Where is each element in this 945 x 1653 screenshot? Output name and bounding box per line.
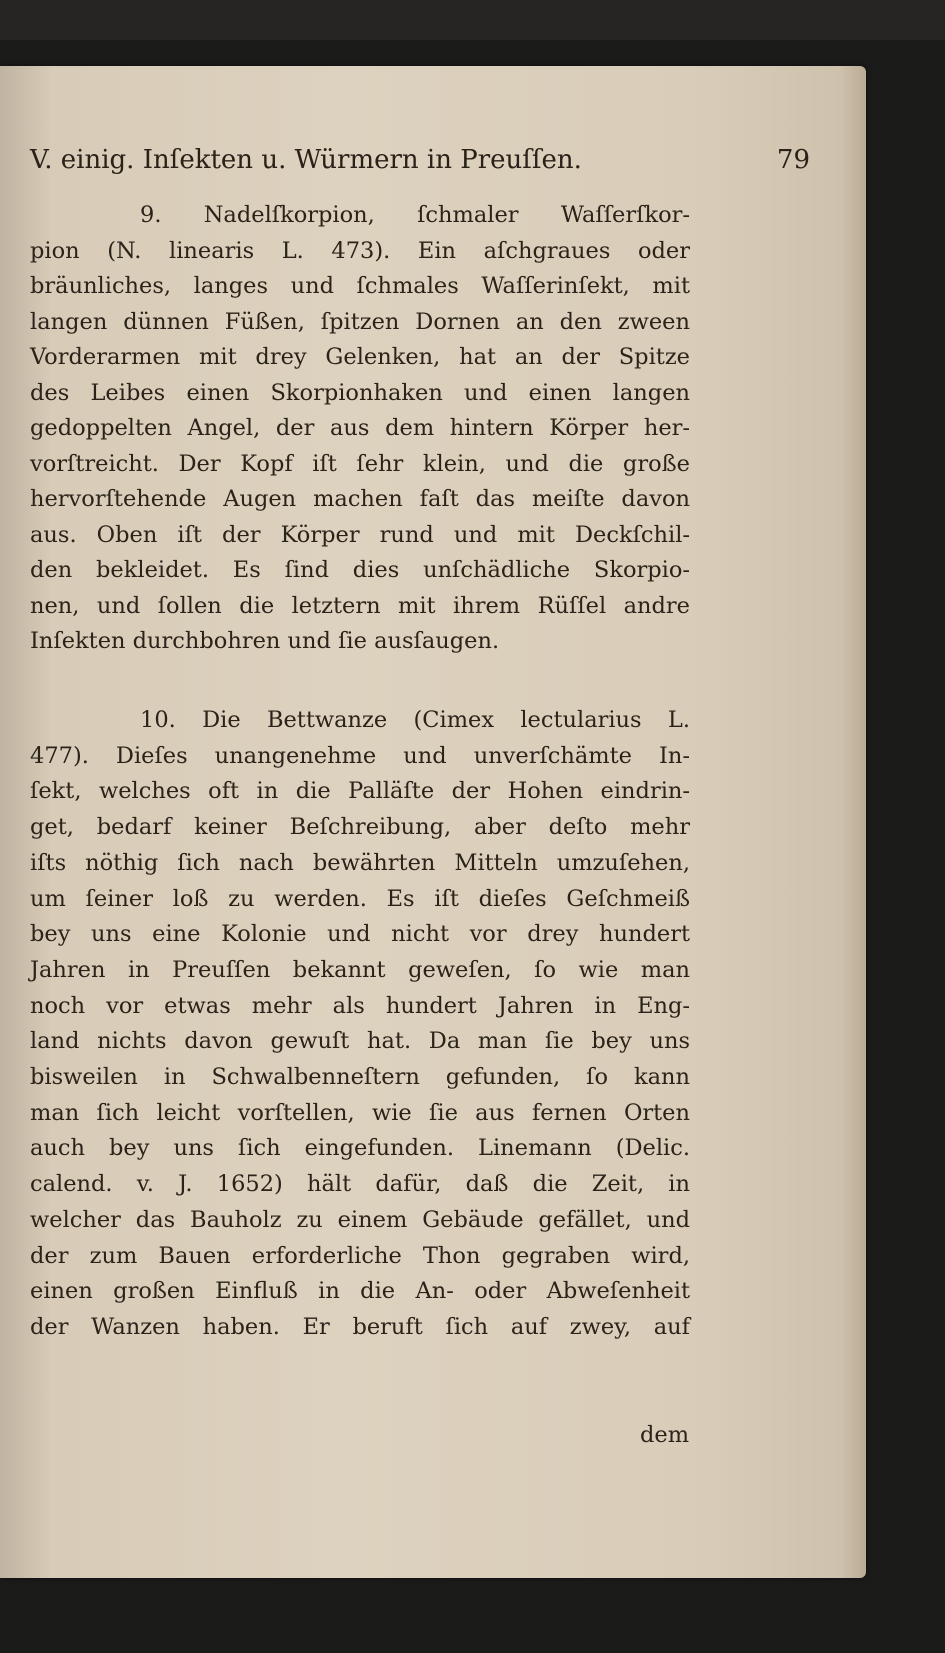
page-number: 79 [776, 145, 810, 175]
scan-background-top [0, 0, 945, 40]
text-line: der zum Bauen erforderliche Thon gegraben wird, [30, 1242, 690, 1269]
text-line: des Leibes einen Skorpionhaken und einen langen [30, 379, 690, 406]
text-line: welcher das Bauholz zu einem Gebäude gefället, und [30, 1206, 690, 1233]
text-line: noch vor etwas mehr als hundert Jahren in Eng- [30, 992, 690, 1019]
text-line: get, bedarf keiner Beſchreibung, aber deſto mehr [30, 814, 690, 841]
text-line: langen dünnen Füßen, ſpitzen Dornen an den zween [30, 308, 690, 335]
text-line: Jahren in Preuſſen bekannt geweſen, ſo wie man [30, 956, 690, 983]
text-line: 10. Die Bettwanze (Cimex lectularius L. [140, 707, 690, 733]
text-line: land nichts davon gewuſt hat. Da man ſie bey uns [30, 1028, 690, 1055]
running-title: V. einig. Inſekten u. Würmern in Preuſſen. [30, 145, 582, 175]
text-line: 9. Nadelſkorpion, ſchmaler Waſſerſkor- [140, 202, 690, 228]
text-line: der Wanzen haben. Er beruft ſich auf zwey, auf [30, 1313, 690, 1340]
text-line: vorſtreicht. Der Kopf iſt ſehr klein, und die große [30, 450, 690, 477]
text-line: auch bey uns ſich eingefunden. Linemann (Delic. [30, 1135, 690, 1162]
text-line: Vorderarmen mit drey Gelenken, hat an der Spitze [30, 344, 690, 370]
text-line: um ſeiner loß zu werden. Es iſt dieſes Geſchmeiß [30, 885, 690, 912]
text-line: gedoppelten Angel, der aus dem hintern Körper her- [30, 415, 690, 441]
text-line: Inſekten durchbohren und ſie ausſaugen. [30, 628, 500, 654]
running-header [30, 142, 810, 182]
text-line: calend. v. J. 1652) hält dafür, daß die Zeit, in [30, 1171, 690, 1198]
text-line: bräunliches, langes und ſchmales Waſſerinſekt, mit [30, 273, 690, 299]
text-line: pion (N. linearis L. 473). Ein aſchgraues oder [30, 237, 690, 264]
text-line: hervorſtehende Augen machen faſt das meiſte davon [30, 486, 690, 512]
catchword: dem [640, 1422, 690, 1448]
text-line: den bekleidet. Es ſind dies unſchädliche Skorpio- [30, 557, 690, 583]
text-line: ſekt, welches oft in die Palläſte der Hohen eindrin- [30, 778, 690, 805]
text-line: aus. Oben iſt der Körper rund und mit Deckſchil- [30, 521, 690, 548]
text-line: iſts nöthig ſich nach bewährten Mitteln umzuſehen, [30, 849, 690, 876]
text-line: bey uns eine Kolonie und nicht vor drey hundert [30, 921, 690, 948]
text-line: man ſich leicht vorſtellen, wie ſie aus fernen Orten [30, 1099, 690, 1126]
text-line: bisweilen in Schwalbenneſtern gefunden, ſo kann [30, 1064, 690, 1090]
text-line: einen großen Einfluß in die An- oder Abweſenheit [30, 1278, 690, 1305]
text-line: 477). Dieſes unangenehme und unverſchämte In- [30, 742, 690, 769]
text-line: nen, und ſollen die letztern mit ihrem Rüſſel andre [30, 592, 690, 619]
